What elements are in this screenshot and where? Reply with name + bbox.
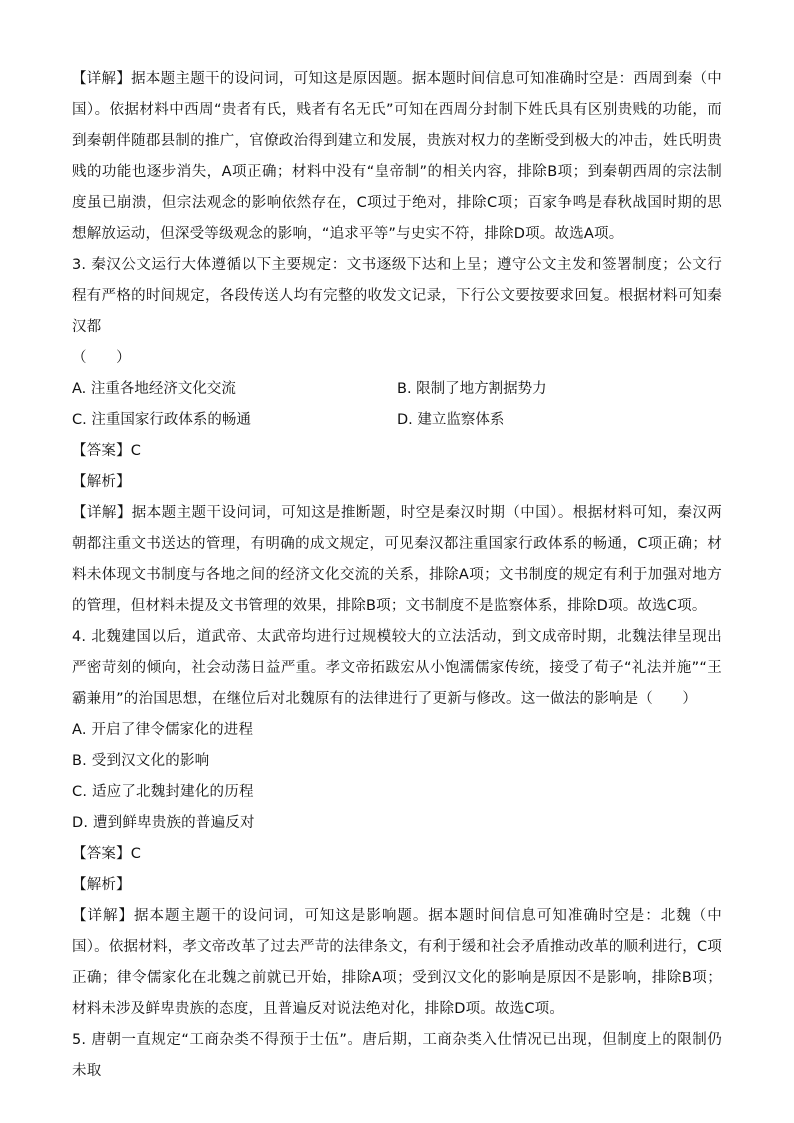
q3-analysis-label: 【解析】 — [72, 474, 131, 490]
document-page — [72, 64, 722, 1087]
q2-detail-text: 据本题主题干的设问词，可知这是原因题。据本题时间信息可知准确时空是：西周到秦（中国）。依据材料中西周“贵者有氏，贱者有名无氏”可知在西周分封制下姓氏具有区别贵贱的功能，而到秦朝伴随郡县制的推广，官僚政治得到建立和发展，贵族对权力的垄断受到极大的冲击，姓氏明贵贱的功能也逐步消失，A项正确；材料中没有“皇帝制”的相关内容，排除B项；到秦朝西周的宗法制度虽已崩溃，但宗法观念的影响依然存在，C项过于绝对，排除C项；百家争鸣是春秋战国时期的思想解放运动，但深受等级观念的影响，“追求平等”与史实不符，排除D项。故选A项。 — [72, 71, 722, 242]
q4-analysis-label: 【解析】 — [72, 877, 131, 893]
q3-options-row-1 — [72, 374, 722, 405]
q3-answer: 【答案】C — [72, 443, 142, 459]
q4-stem: 4. 北魏建国以后，道武帝、太武帝均进行过规模较大的立法活动，到文成帝时期，北魏法律呈现出严密苛刻的倾向，社会动荡日益严重。孝文帝拓跋宏从小饱濡儒家传统，接受了荀子“礼法并施”“王霸兼用”的治国思想，在继位后对北魏原有的法律进行了更新与修改。这一做法的影响是（ ） — [72, 629, 722, 707]
q3-options-row-2 — [72, 405, 722, 436]
q4-option-b: B. 受到汉文化的影响 — [72, 753, 210, 769]
q2-detail-label: 【详解】 — [72, 71, 132, 87]
q4-answer: 【答案】C — [72, 846, 142, 862]
q3-detail-paragraph — [72, 498, 722, 622]
q3-option-d: D. 建立监察体系 — [397, 412, 505, 428]
q4-detail-text: 据本题主题干的设问词，可知这是影响题。据本题时间信息可知准确时空是：北魏（中国）。依据材料，孝文帝改革了过去严苛的法律条文，有利于缓和社会矛盾推动改革的顺利进行，C项正确；律令儒家化在北魏之前就已开始，排除A项；受到汉文化的影响是原因不是影响，排除B项；材料未涉及鲜卑贵族的态度，且普遍反对说法绝对化，排除D项。故选C项。 — [72, 908, 722, 1017]
q3-detail-label: 【详解】 — [72, 505, 132, 521]
q3-detail-text: 据本题主题干设问词，可知这是推断题，时空是秦汉时期（中国）。根据材料可知，秦汉两朝都注重文书送达的管理，有明确的成文规定，可见秦汉都注重国家行政体系的畅通，C项正确；材料未体现文书制度与各地之间的经济文化交流的关系，排除A项；文书制度的规定有利于加强对地方的管理，但材料未提及文书管理的效果，排除B项；文书制度不是监察体系，排除D项。故选C项。 — [72, 505, 722, 614]
q3-blank: （ ） — [72, 350, 131, 366]
q4-detail-label: 【详解】 — [72, 908, 134, 924]
q4-detail-paragraph — [72, 901, 722, 1025]
q3-option-a: A. 注重各地经济文化交流 — [72, 381, 236, 397]
q4-option-d: D. 遭到鲜卑贵族的普遍反对 — [72, 815, 255, 831]
q2-detail-paragraph — [72, 64, 722, 250]
q5-stem: 5. 唐朝一直规定“工商杂类不得预于士伍”。唐后期，工商杂类入仕情况已出现，但制度上的限制仍未取 — [72, 1032, 722, 1079]
q3-option-c: C. 注重国家行政体系的畅通 — [72, 412, 251, 428]
q4-option-a: A. 开启了律令儒家化的进程 — [72, 722, 254, 738]
q4-option-c: C. 适应了北魏封建化的历程 — [72, 784, 254, 800]
q3-stem: 3. 秦汉公文运行大体遵循以下主要规定：文书逐级下达和上呈；遵守公文主发和签署制度；公文行程有严格的时间规定，各段传送人均有完整的收发文记录，下行公文要按要求回复。根据材料可知秦汉都 — [72, 257, 722, 335]
q3-option-b: B. 限制了地方割据势力 — [397, 381, 547, 397]
